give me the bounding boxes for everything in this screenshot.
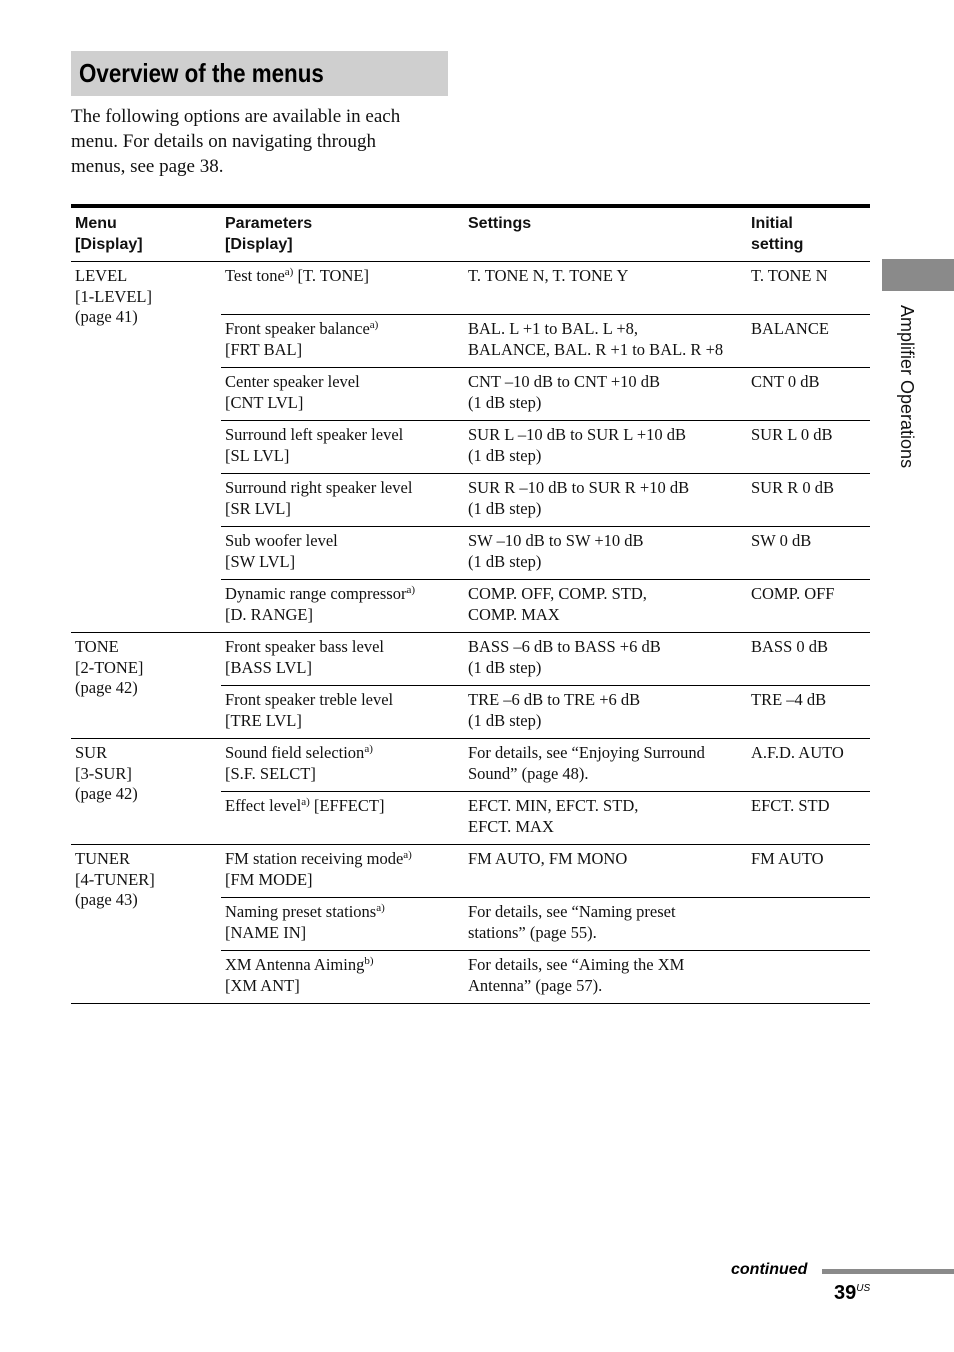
settings-cell [464,421,747,474]
parameter-text: Surround right speaker level [225,478,413,497]
settings-line: BALANCE, BAL. R +1 to BAL. R +8 [468,339,724,359]
parameter-line [225,372,460,393]
settings-line: BASS –6 dB to BASS +6 dB [468,637,661,656]
parameter-cell [221,792,464,845]
parameter-line [225,478,460,499]
page-number [834,1282,870,1305]
column-header [464,206,747,262]
parameter-display: [EFFECT] [309,796,385,815]
settings-line: Sound” (page 48). [468,763,589,783]
parameter-text: [FM MODE] [225,869,313,889]
parameter-text: [XM ANT] [225,975,300,995]
parameter-cell [221,262,464,315]
menu-cell [71,845,221,1004]
settings-line: (1 dB step) [468,710,542,730]
parameter-text: [S.F. SELCT] [225,763,316,783]
parameter-text: Sound field selection [225,743,365,762]
settings-line: EFCT. MIN, EFCT. STD, [468,796,639,815]
initial-setting-value: COMP. OFF [751,584,835,603]
menu-cell [71,262,221,633]
column-header-line: Settings [468,215,532,232]
initial-setting-value: A.F.D. AUTO [751,743,844,762]
page-number-suffix: US [856,1283,871,1294]
parameter-line [225,658,460,679]
column-header-line: setting [751,236,804,253]
menu-line: LEVEL [75,266,128,285]
settings-line: TRE –6 dB to TRE +6 dB [468,690,641,709]
continued-label: continued [731,1261,808,1278]
parameter-text: XM Antenna Aiming [225,955,365,974]
column-header-line: Initial [751,215,793,232]
column-header [747,206,870,262]
parameter-text: Front speaker balance [225,319,370,338]
parameter-text: Surround left speaker level [225,425,404,444]
parameter-line [225,266,460,287]
settings-line: stations” (page 55). [468,922,597,942]
parameter-text: [SR LVL] [225,498,291,518]
initial-setting-cell [747,898,870,951]
settings-line: EFCT. MAX [468,816,554,836]
parameter-line [225,711,460,732]
parameter-cell [221,898,464,951]
parameter-text: Front speaker bass level [225,637,384,656]
parameter-text: Test tone [225,266,285,285]
settings-cell [464,951,747,1004]
parameter-line [225,796,460,817]
continued-rule [822,1269,954,1274]
initial-setting-value: T. TONE N [751,266,828,285]
settings-line: CNT –10 dB to CNT +10 dB [468,372,661,391]
initial-setting-value: FM AUTO [751,849,824,868]
parameter-line [225,764,460,785]
header-row [71,206,870,262]
settings-cell [464,262,747,315]
section-tab-marker [882,259,954,291]
intro-line: menu. For details on navigating through [71,131,377,152]
page-title: Overview of the menus [79,58,324,88]
table-row [71,633,870,686]
footnote-marker: a) [301,796,310,808]
initial-setting-cell [747,262,870,315]
initial-setting-value: SW 0 dB [751,531,812,550]
initial-setting-cell [747,368,870,421]
parameter-line [225,605,460,626]
settings-cell [464,792,747,845]
initial-setting-cell [747,845,870,898]
parameter-cell [221,421,464,474]
initial-setting-cell [747,421,870,474]
settings-line: (1 dB step) [468,392,542,412]
menu-line: (page 42) [75,678,138,697]
column-header-line: Menu [75,215,117,232]
table-header [71,206,870,262]
menu-line: (page 42) [75,784,138,803]
settings-line: SW –10 dB to SW +10 dB [468,531,644,550]
menu-line: TONE [75,637,119,656]
initial-setting-cell [747,633,870,686]
initial-setting-value: BASS 0 dB [751,637,829,656]
menu-line: TUNER [75,849,130,868]
intro-line: menus, see page 38. [71,156,224,177]
parameter-cell [221,951,464,1004]
parameter-line [225,870,460,891]
parameter-text: FM station receiving mode [225,849,404,868]
settings-line: For details, see “Aiming the XM [468,955,685,974]
settings-line: (1 dB step) [468,498,542,518]
settings-line: SUR L –10 dB to SUR L +10 dB [468,425,687,444]
parameter-text: [SL LVL] [225,445,290,465]
initial-setting-value: EFCT. STD [751,796,830,815]
intro-line: The following options are available in each [71,106,401,127]
menu-overview-table [71,204,870,1004]
parameter-cell [221,633,464,686]
parameter-text: [D. RANGE] [225,604,313,624]
parameter-cell [221,315,464,368]
footnote-marker: a) [364,743,373,755]
settings-line: Antenna” (page 57). [468,975,603,995]
section-side-label: Amplifier Operations [897,305,917,469]
parameter-line [225,446,460,467]
settings-cell [464,474,747,527]
settings-line: For details, see “Enjoying Surround [468,743,705,762]
column-header-line: [Display] [75,236,143,253]
section-title-bar [71,51,448,96]
parameter-cell [221,686,464,739]
table-row [71,739,870,792]
parameter-text: Dynamic range compressor [225,584,407,603]
menu-cell [71,633,221,739]
parameter-text: Sub woofer level [225,531,338,550]
intro-paragraph [71,104,451,179]
page-number-value: 39 [834,1282,857,1304]
parameter-text: [TRE LVL] [225,710,302,730]
parameter-line [225,393,460,414]
parameter-text: [BASS LVL] [225,657,312,677]
parameter-display: [T. TONE] [293,266,369,285]
initial-setting-cell [747,580,870,633]
parameter-cell [221,580,464,633]
menu-line: (page 43) [75,890,138,909]
initial-setting-cell [747,792,870,845]
parameter-line [225,425,460,446]
parameter-line [225,637,460,658]
initial-setting-value: CNT 0 dB [751,372,820,391]
menu-line: [4-TUNER] [75,869,155,889]
initial-setting-value: BALANCE [751,319,829,338]
initial-setting-value: TRE –4 dB [751,690,827,709]
footnote-marker: b) [364,955,374,967]
parameter-line [225,319,460,340]
parameter-cell [221,368,464,421]
menu-line: [3-SUR] [75,763,132,783]
initial-setting-cell [747,315,870,368]
initial-setting-value: SUR R 0 dB [751,478,834,497]
parameter-line [225,499,460,520]
settings-line: FM AUTO, FM MONO [468,849,628,868]
table-row [71,262,870,315]
parameter-cell [221,739,464,792]
column-header-line: Parameters [225,215,313,232]
settings-cell [464,633,747,686]
column-header [71,206,221,262]
parameter-cell [221,845,464,898]
parameter-text: [NAME IN] [225,922,307,942]
menu-line: [2-TONE] [75,657,144,677]
menu-line: (page 41) [75,307,138,326]
footnote-marker: a) [376,902,385,914]
parameter-text: Effect level [225,796,302,815]
parameter-cell [221,474,464,527]
parameter-line [225,552,460,573]
table-body [71,262,870,1004]
settings-line: (1 dB step) [468,445,542,465]
parameter-line [225,976,460,997]
settings-cell [464,845,747,898]
settings-line: SUR R –10 dB to SUR R +10 dB [468,478,690,497]
parameter-text: [CNT LVL] [225,392,304,412]
parameter-line [225,531,460,552]
parameter-line [225,923,460,944]
footnote-marker: a) [406,584,415,596]
settings-cell [464,368,747,421]
footnote-marker: a) [284,266,294,278]
menu-cell [71,739,221,845]
table-row [71,845,870,898]
menu-line: SUR [75,743,108,762]
initial-setting-cell [747,686,870,739]
settings-cell [464,686,747,739]
parameter-line [225,743,460,764]
column-header [221,206,464,262]
parameter-cell [221,527,464,580]
settings-line: T. TONE N, T. TONE Y [468,266,629,285]
parameter-line [225,584,460,605]
settings-line: (1 dB step) [468,657,542,677]
parameter-text: Front speaker treble level [225,690,394,709]
settings-cell [464,580,747,633]
parameter-text: [FRT BAL] [225,339,303,359]
initial-setting-cell [747,739,870,792]
parameter-line [225,902,460,923]
parameter-text: Center speaker level [225,372,360,391]
parameter-text: [SW LVL] [225,551,296,571]
footnote-marker: a) [369,319,379,331]
settings-line: COMP. OFF, COMP. STD, [468,584,647,603]
settings-line: For details, see “Naming preset [468,902,676,921]
initial-setting-cell [747,527,870,580]
settings-cell [464,898,747,951]
parameter-line [225,690,460,711]
parameter-line [225,955,460,976]
settings-line: (1 dB step) [468,551,542,571]
parameter-text: Naming preset stations [225,902,377,921]
settings-line: COMP. MAX [468,604,560,624]
initial-setting-cell [747,951,870,1004]
column-header-line: [Display] [225,236,293,253]
settings-line: BAL. L +1 to BAL. L +8, [468,319,639,338]
initial-setting-value: SUR L 0 dB [751,425,833,444]
parameter-line [225,849,460,870]
parameter-line [225,340,460,361]
settings-cell [464,527,747,580]
menu-line: [1-LEVEL] [75,286,152,306]
settings-cell [464,739,747,792]
footnote-marker: a) [403,849,412,861]
initial-setting-cell [747,474,870,527]
settings-cell [464,315,747,368]
